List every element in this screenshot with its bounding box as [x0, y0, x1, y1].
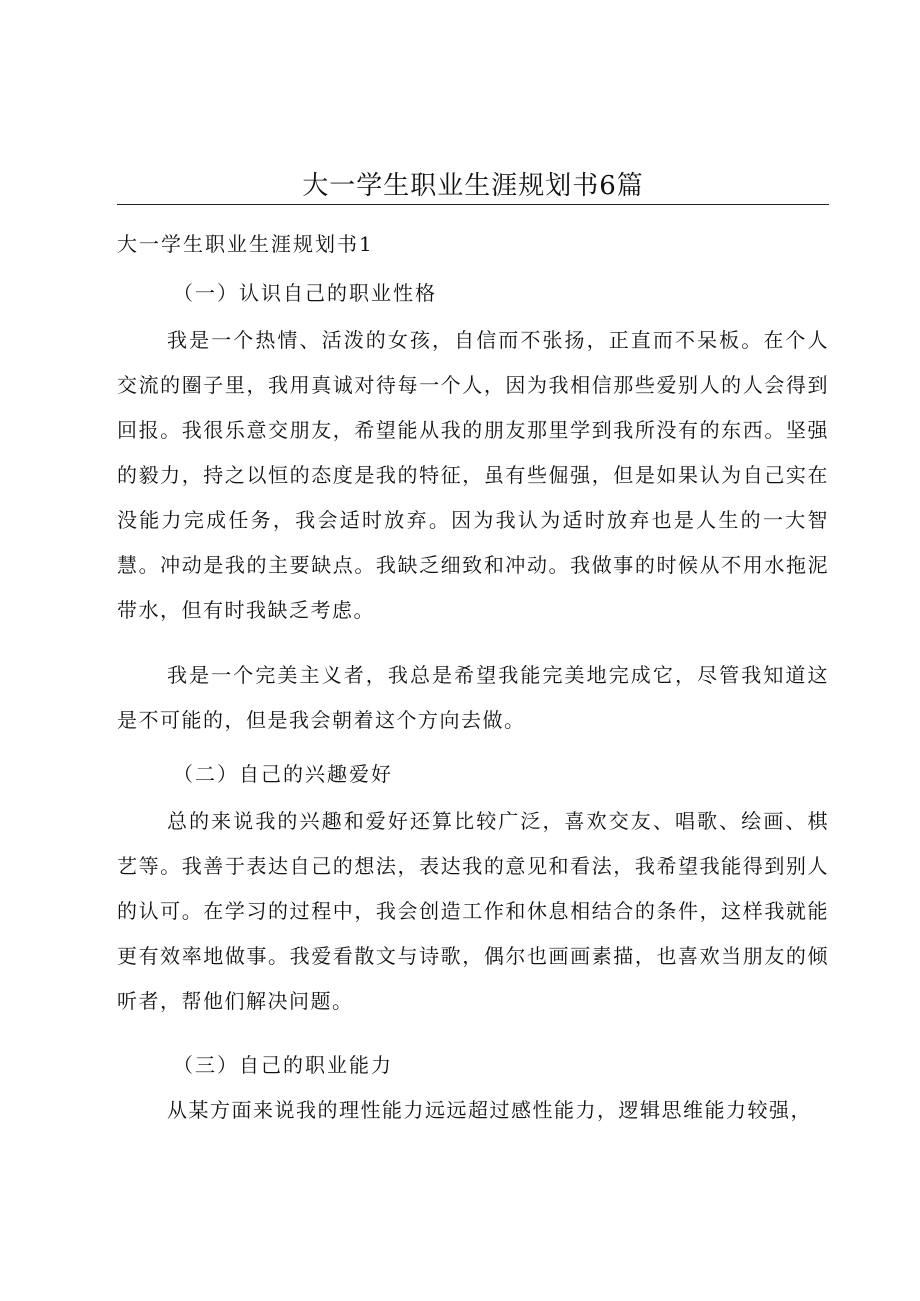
section-heading-1: （一）认识自己的职业性格	[173, 281, 437, 305]
article-subtitle: 大一学生职业生涯规划书1	[117, 232, 374, 256]
document-title: 大一学生职业生涯规划书6篇	[302, 171, 644, 201]
section-heading-2: （二）自己的兴趣爱好	[173, 762, 393, 786]
title-underline	[117, 204, 829, 205]
section-1-paragraph-2: 我是一个完美主义者，我总是希望我能完美地完成它，尽管我知道这是不可能的，但是我会朝着这个方向去做。	[117, 663, 829, 732]
section-2-paragraph-1: 总的来说我的兴趣和爱好还算比较广泛，喜欢交友、唱歌、绘画、棋艺等。我善于表达自己的想法，表达我的意见和看法，我希望我能得到别人的认可。在学习的过程中，我会创造工作和休息相结合的条件，这样我就能更有效率地做事。我爱看散文与诗歌，偶尔也画画素描，也喜欢当朋友的倾听者，帮他们解决问题。	[117, 809, 829, 1013]
section-1-paragraph-1: 我是一个热情、活泼的女孩，自信而不张扬，正直而不呆板。在个人交流的圈子里，我用真诚对待每一个人，因为我相信那些爱别人的人会得到回报。我很乐意交朋友，希望能从我的朋友那里学到我所没有的东西。坚强的毅力，持之以恒的态度是我的特征，虽有些倔强，但是如果认为自己实在没能力完成任务，我会适时放弃。因为我认为适时放弃也是人生的一大智慧。冲动是我的主要缺点。我缺乏细致和冲动。我做事的时候从不用水拖泥带水，但有时我缺乏考虑。	[117, 328, 829, 622]
section-heading-3: （三）自己的职业能力	[173, 1053, 393, 1077]
section-3-paragraph-1: 从某方面来说我的理性能力远远超过感性能力，逻辑思维能力较强，	[167, 1098, 812, 1122]
